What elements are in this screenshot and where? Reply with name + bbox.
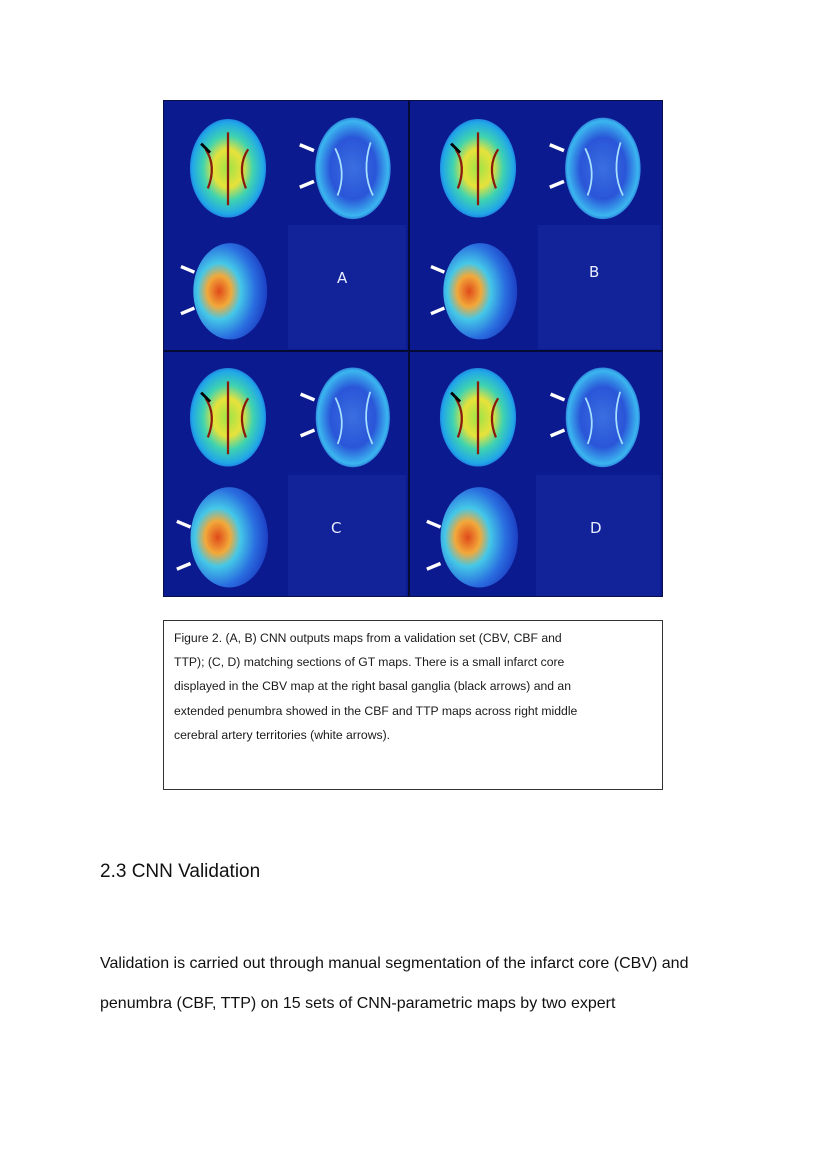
caption-line: Figure 2. (A, B) CNN outputs maps from a validation set (CBV, CBF and xyxy=(174,631,562,645)
panel-b-cbv-map xyxy=(422,107,534,225)
panel-c-letter: C xyxy=(331,519,342,537)
panel-b-letter: B xyxy=(589,263,600,281)
panel-a-cbv-map xyxy=(172,107,284,225)
caption-line: TTP); (C, D) matching sections of GT maps. There is a small infarct core xyxy=(174,655,565,670)
panel-d-letter: D xyxy=(590,519,602,537)
panel-a-label-area xyxy=(288,225,406,349)
figure-caption xyxy=(163,620,663,790)
panel-a-ttp-map xyxy=(172,231,284,347)
figure-2-image xyxy=(163,100,663,597)
panel-c-ttp-map xyxy=(170,477,284,593)
figure-divider-horizontal xyxy=(164,350,662,352)
panel-a-cbf-map xyxy=(288,107,406,225)
caption-line: cerebral artery territories (white arrows). xyxy=(174,727,391,742)
body-line: Validation is carried out through manual segmentation of the infarct core (CBV) and xyxy=(100,955,689,972)
figure-divider-vertical xyxy=(408,101,410,596)
panel-b-cbf-map xyxy=(538,107,656,225)
caption-line: extended penumbra showed in the CBF and TTP maps across right middle xyxy=(174,703,578,718)
panel-d-ttp-map xyxy=(420,477,534,593)
body-line: penumbra (CBF, TTP) on 15 sets of CNN-parametric maps by two expert xyxy=(100,995,616,1012)
body-paragraph xyxy=(100,944,740,1024)
panel-a-letter: A xyxy=(337,269,348,287)
section-heading: 2.3 CNN Validation xyxy=(100,861,261,882)
panel-c-cbv-map xyxy=(172,357,284,473)
panel-b-ttp-map xyxy=(422,231,534,347)
caption-line: displayed in the CBV map at the right basal ganglia (black arrows) and an xyxy=(174,679,571,694)
panel-d-cbf-map xyxy=(538,357,656,473)
panel-d-label-area xyxy=(536,475,660,597)
panel-c-label-area xyxy=(288,475,406,597)
panel-c-cbf-map xyxy=(288,357,406,473)
panel-d-cbv-map xyxy=(422,357,534,473)
panel-b-label-area xyxy=(538,225,660,349)
